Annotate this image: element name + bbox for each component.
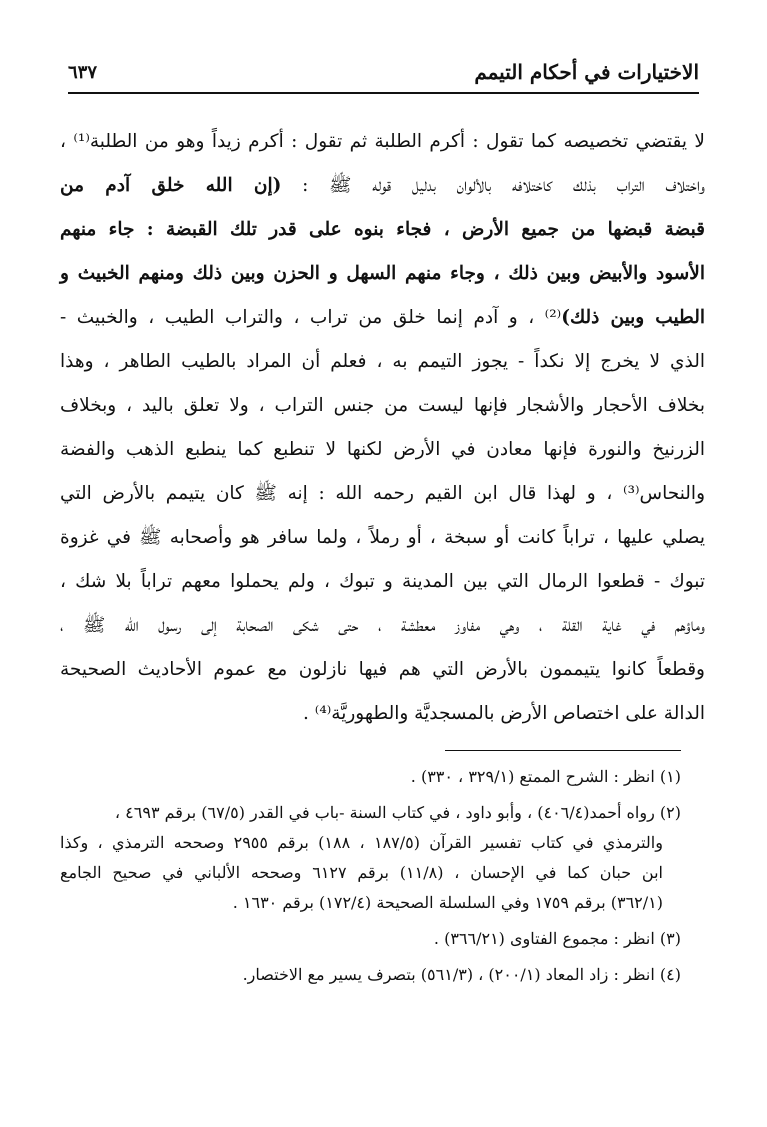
hadith-line: الأسود والأبيض وبين ذلك ، وجاء منهم السهل و الحزن وبين ذلك ومنهم الخبيث و: [60, 263, 705, 284]
footnote-1: (١) انظر : الشرح الممتع (٣٢٩/١ ، ٣٣٠) .: [410, 767, 681, 786]
text-line: وماؤهم في غاية القلة ، وهي مفاوز معطشة ، حتى شكى الصحابة إلى رسول الله ﷺ ،: [60, 615, 705, 636]
text-line: الدالة على اختصاص الأرض بالمسجديَّة والطهوريَّة⁽⁴⁾ .: [303, 703, 705, 724]
footnote-2-continuation: (٣٦٢/١) برقم ١٧٥٩ وفي السلسلة الصحيحة (١٧٢/٤) برقم ١٦٣٠ .: [232, 893, 663, 912]
running-title: الاختيارات في أحكام التيمم: [474, 60, 699, 84]
text-line: [60, 164, 705, 208]
text-segment: ⁽²⁾ ، و آدم إنما خلق من تراب ، والتراب الطيب ، والخبيث -: [60, 307, 562, 328]
footnote-2-continuation: والترمذي في كتاب تفسير القرآن (١٨٧/٥ ، ١٨٨) برقم ٢٩٥٥ وصححه الترمذي ، وكذا: [60, 833, 663, 852]
text-line: لا يقتضي تخصيصه كما تقول : أكرم الطلبة ثم تقول : أكرم زيداً وهو من الطلبة⁽¹⁾ ،: [60, 131, 705, 152]
running-header: [68, 58, 699, 94]
footnote-2: (٢) رواه أحمد(٤٠٦/٤) ، وأبو داود ، في كتاب السنة -باب في القدر (٦٧/٥) برقم ٤٦٩٣ ،: [114, 803, 681, 822]
footnotes: [60, 762, 681, 990]
footnote-4: (٤) انظر : زاد المعاد (٢٠٠/١) ، (٥٦١/٣) بتصرف يسير مع الاختصار.: [242, 965, 681, 984]
text-line: الزرنيخ والنورة فإنها معادن في الأرض لكنها لا تنطبع كما ينطبع الذهب والفضة: [60, 439, 705, 460]
hadith-quote-end: الطيب وبين ذلك): [561, 307, 705, 328]
text-line: الذي لا يخرج إلا نكداً - يجوز التيمم به ، فعلم أن المراد بالطيب الطاهر ، وهذا: [60, 351, 705, 372]
text-segment: واختلاف التراب بذلك كاختلافه بالألوان بدليل قوله ﷺ :: [302, 175, 705, 196]
text-line: يصلي عليها ، تراباً كانت أو سبخة ، أو رملاً ، ولما سافر هو وأصحابه ﷺ في غزوة: [60, 527, 705, 548]
hadith-quote: (إن الله خلق آدم من: [60, 175, 282, 196]
page-number: ٦٣٧: [68, 62, 98, 83]
footnote-divider: [445, 750, 681, 751]
footnote-2-continuation: ابن حبان كما في الإحسان ، (١١/٨) برقم ٦١٢٧ وصححه الألباني في صحيح الجامع: [60, 863, 664, 882]
text-line: بخلاف الأحجار والأشجار فإنها ليست من جنس التراب ، ولا تعلق باليد ، وبخلاف: [60, 395, 705, 416]
main-text: [60, 120, 705, 736]
text-line: وقطعاً كانوا يتيممون بالأرض التي هم فيها نازلون مع عموم الأحاديث الصحيحة: [60, 659, 705, 680]
text-line: [60, 296, 705, 340]
footnote-3: (٣) انظر : مجموع الفتاوى (٣٦٦/٢١) .: [433, 929, 681, 948]
text-line: تبوك - قطعوا الرمال التي بين المدينة و تبوك ، ولم يحملوا معهم تراباً بلا شك ،: [60, 571, 705, 592]
hadith-line: قبضة قبضها من جميع الأرض ، فجاء بنوه على قدر تلك القبضة : جاء منهم: [60, 219, 705, 240]
text-line: والنحاس⁽³⁾ ، و لهذا قال ابن القيم رحمه الله : إنه ﷺ كان يتيمم بالأرض التي: [60, 483, 705, 504]
